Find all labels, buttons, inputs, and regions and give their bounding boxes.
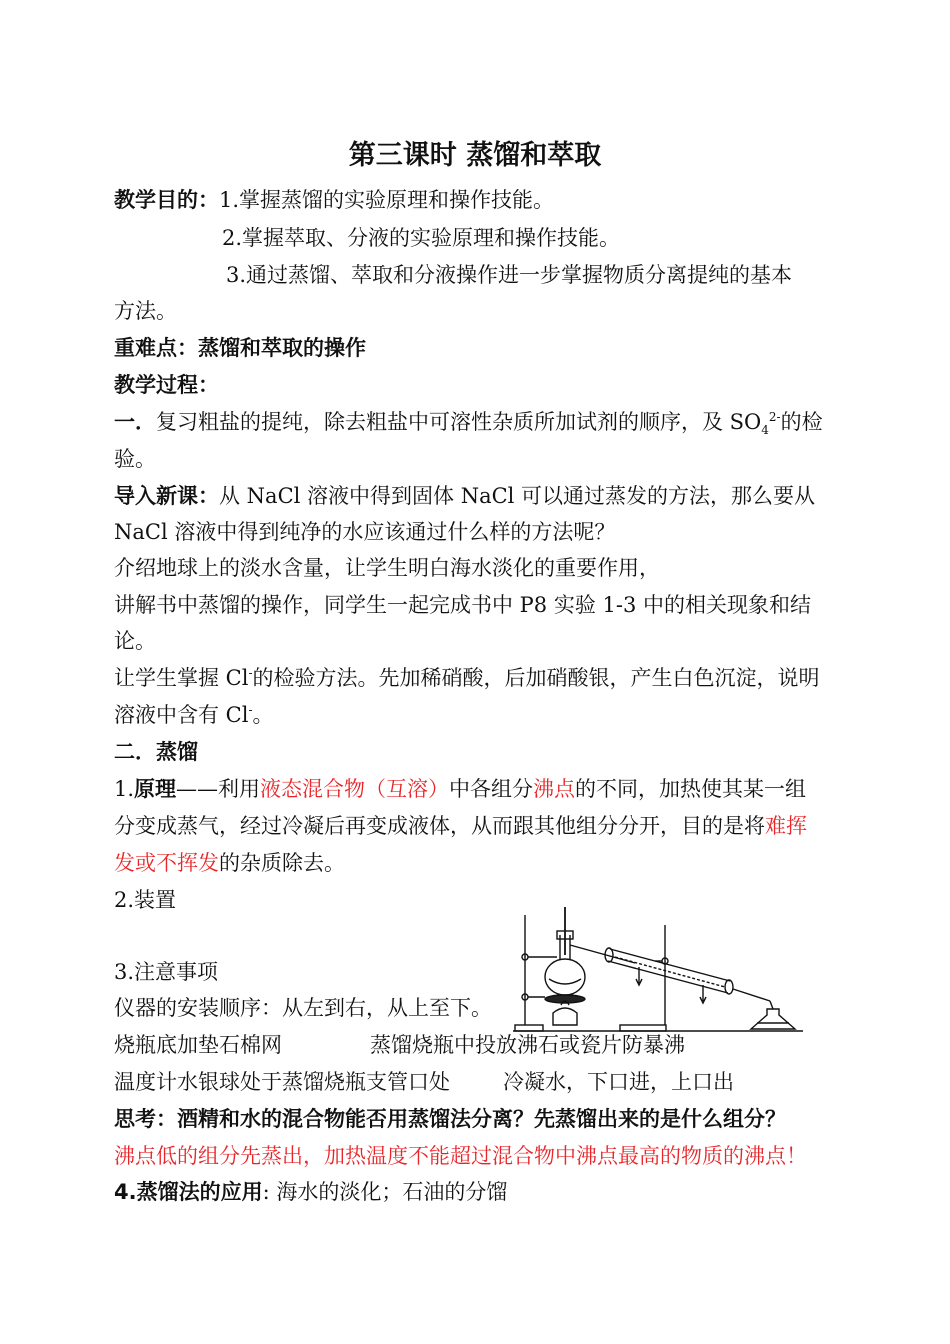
intro-text-a: 从 NaCl 溶液中得到固体 NaCl 可以通过蒸发的方法，那么要从	[219, 484, 816, 508]
application-text: : 海水的淡化；石油的分馏	[262, 1180, 508, 1204]
principle-label: 原理	[134, 777, 177, 801]
think-answer: 沸点低的组分先蒸出，加热温度不能超过混合物中沸点最高的物质的沸点！	[114, 1144, 807, 1168]
review-num: 一．	[114, 410, 156, 434]
principle-num: 1.	[114, 777, 135, 801]
review-sup: 2-	[768, 410, 781, 424]
process-label: 教学过程：	[114, 373, 219, 397]
review-text-a: 复习粗盐的提纯，除去粗盐中可溶性杂质所加试剂的顺序，及 SO	[156, 410, 762, 434]
intro-text-c: 介绍地球上的淡水含量，让学生明白海水淡化的重要作用，	[114, 556, 660, 580]
principle-p3: 的不同，加热使其某一组	[575, 777, 807, 801]
objective-3a: 3.通过蒸馏、萃取和分液操作进一步掌握物质分离提纯的基本	[226, 263, 793, 287]
section2-heading: 二．蒸馏	[114, 740, 198, 764]
intro-text-e: 论。	[114, 629, 156, 653]
intro-text-g-b: 。	[252, 703, 274, 727]
intro-label: 导入新课：	[114, 484, 219, 508]
note-1: 仪器的安装顺序：从左到右，从上至下。	[114, 996, 492, 1020]
note-2a: 烧瓶底加垫石棉网	[114, 1033, 282, 1057]
device-label: 2.装置	[114, 888, 177, 912]
intro-text-g-a: 溶液中含有 Cl	[114, 703, 249, 727]
intro-text-f-sup: -	[248, 666, 253, 680]
intro-text-f-a: 让学生掌握 Cl	[114, 666, 249, 690]
review-line-1	[114, 407, 823, 437]
intro-line-f	[114, 663, 820, 693]
intro-text-d: 讲解书中蒸馏的操作，同学生一起完成书中 P8 实验 1-3 中的相关现象和结	[114, 593, 812, 617]
distillation-apparatus-icon	[505, 905, 805, 1037]
principle-p2: 中各组分	[449, 777, 534, 801]
principle-line-1	[114, 774, 806, 804]
notes-label: 3.注意事项	[114, 960, 219, 984]
review-text-c: 验。	[114, 447, 156, 471]
objective-line-1	[114, 185, 554, 215]
review-text-b: 的检	[780, 410, 823, 434]
objectives-label: 教学目的：	[114, 188, 219, 212]
principle-p1: 利用	[218, 777, 261, 801]
intro-text-g-sup: -	[248, 703, 253, 717]
intro-text-b: NaCl 溶液中得到纯净的水应该通过什么样的方法呢？	[114, 520, 616, 544]
intro-text-f-b: 的检验方法。先加稀硝酸，后加硝酸银，产生白色沉淀，说明	[252, 666, 820, 690]
principle-p4-red: 难挥	[765, 814, 807, 838]
intro-line-1	[114, 481, 815, 511]
review-sub: 4	[761, 423, 769, 438]
principle-p4: 分变成蒸气，经过冷凝后再变成液体，从而跟其他组分分开，目的是将	[114, 814, 765, 838]
objective-1: 1.掌握蒸馏的实验原理和操作技能。	[219, 188, 555, 212]
intro-line-g	[114, 700, 274, 730]
objective-3b: 方法。	[114, 299, 177, 323]
principle-p5: 的杂质除去。	[219, 851, 345, 875]
note-2b: 蒸馏烧瓶中投放沸石或瓷片防暴沸	[370, 1033, 685, 1057]
principle-p2-red: 沸点	[533, 777, 576, 801]
note-3b: 冷凝水，下口进，上口出	[503, 1070, 734, 1094]
objective-2: 2.掌握萃取、分液的实验原理和操作技能。	[222, 226, 621, 250]
key-points: 重难点：蒸馏和萃取的操作	[114, 336, 366, 360]
principle-p1-red: 液态混合物（互溶）	[260, 777, 450, 801]
principle-dash: ——	[176, 777, 219, 801]
think-question: 思考：酒精和水的混合物能否用蒸馏法分离？先蒸馏出来的是什么组分？	[114, 1107, 786, 1131]
principle-line-2	[114, 811, 807, 841]
application-label: 4.蒸馏法的应用	[114, 1180, 263, 1204]
application-line	[114, 1177, 507, 1207]
page-title: 第三课时 蒸馏和萃取	[348, 140, 602, 171]
principle-p5-red: 发或不挥发	[114, 851, 219, 875]
note-3a: 温度计水银球处于蒸馏烧瓶支管口处	[114, 1070, 450, 1094]
principle-line-3	[114, 848, 345, 878]
